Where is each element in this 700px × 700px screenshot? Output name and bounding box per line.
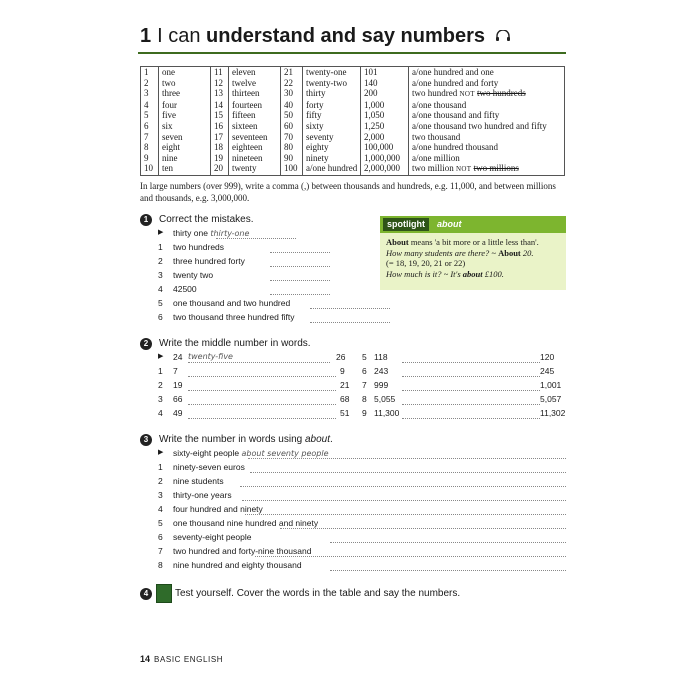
table-number-cell: 10: [141, 163, 159, 175]
spotlight-body: [386, 237, 564, 279]
table-word-cell: three: [159, 88, 211, 100]
answer-line[interactable]: [402, 362, 540, 363]
table-row: [141, 67, 565, 78]
example-text: sixty-eight people: [173, 448, 240, 458]
third-number: 68: [340, 394, 350, 404]
example-question-1: How many students are there? ~: [386, 247, 499, 258]
answer-line[interactable]: [188, 376, 336, 377]
table-row: [141, 153, 565, 164]
example-text: thirty one: [173, 228, 208, 238]
third-number: 51: [340, 408, 350, 418]
answer-line[interactable]: [245, 514, 566, 515]
answer-line[interactable]: [248, 458, 566, 459]
table-word-cell: two million NOT two millions: [409, 163, 565, 175]
table-number-cell: 21: [281, 67, 303, 78]
item-number: 8: [362, 394, 367, 404]
table-number-cell: 20: [211, 163, 229, 175]
exercise-number: 2: [140, 338, 152, 350]
item-number: 1: [158, 462, 163, 472]
first-number: 999: [374, 380, 389, 390]
table-word-cell: one: [159, 67, 211, 78]
item-number: 2: [158, 380, 163, 390]
item-text: four hundred and ninety: [173, 504, 263, 514]
example-answer-bold-1: About: [498, 247, 521, 258]
table-number-cell: 5: [141, 110, 159, 121]
answer-line[interactable]: [330, 542, 566, 543]
headphones-icon[interactable]: [495, 25, 511, 48]
table-row: [141, 142, 565, 153]
table-word-cell: four: [159, 100, 211, 111]
item-number: 4: [158, 504, 163, 514]
example-answer-1: 20.: [520, 247, 534, 258]
table-word-cell: twenty-one: [303, 67, 361, 78]
table-word-cell: fifty: [303, 110, 361, 121]
exercise-4: [140, 584, 460, 603]
about-definition: means 'a bit more or a little less than'.: [408, 237, 539, 247]
exercise-row: [140, 394, 570, 408]
spotlight-word: about: [437, 219, 462, 229]
table-word-cell: twenty-two: [303, 78, 361, 89]
item-text: 42500: [173, 284, 197, 294]
table-row: [141, 78, 565, 89]
table-word-cell: eleven: [229, 67, 281, 78]
item-number: 4: [158, 408, 163, 418]
item-text: ninety-seven euros: [173, 462, 245, 472]
answer-line[interactable]: [270, 294, 330, 295]
table-word-cell: a/one hundred: [303, 163, 361, 175]
spotlight-tag: spotlight: [383, 218, 429, 231]
table-word-cell: a/one thousand two hundred and fifty: [409, 121, 565, 132]
exercise-item: [140, 546, 570, 560]
item-number: 9: [362, 408, 367, 418]
about-bold: About: [386, 237, 409, 247]
table-word-cell: twenty: [229, 163, 281, 175]
table-number-cell: 22: [281, 78, 303, 89]
spotlight-box: [380, 216, 566, 290]
example-question-2: How much is it? ~ It's: [386, 268, 463, 279]
table-word-cell: fourteen: [229, 100, 281, 111]
exercise-number: 3: [140, 434, 152, 446]
table-row: [141, 163, 565, 175]
table-number-cell: 16: [211, 121, 229, 132]
exercise-title: Correct the mistakes.: [159, 214, 254, 225]
item-number: 2: [158, 476, 163, 486]
item-number: 8: [158, 560, 163, 570]
answer-line[interactable]: [310, 308, 390, 309]
table-word-cell: thirteen: [229, 88, 281, 100]
table-number-cell: 100: [281, 163, 303, 175]
table-number-cell: 12: [211, 78, 229, 89]
table-number-cell: 11: [211, 67, 229, 78]
exercise-item: [140, 560, 570, 574]
exercise-item: [140, 256, 400, 270]
title-bold: understand and say numbers: [206, 25, 486, 47]
table-number-cell: 90: [281, 153, 303, 164]
third-number: 5,057: [540, 394, 562, 404]
answer-line[interactable]: [310, 322, 390, 323]
item-number: 7: [158, 546, 163, 556]
exercise-item: [140, 532, 570, 546]
third-number: 9: [340, 366, 345, 376]
exercise-row: [140, 366, 570, 380]
exercise-item: [140, 518, 570, 532]
answer-line[interactable]: [402, 418, 540, 419]
table-word-cell: seventeen: [229, 132, 281, 143]
table-word-cell: five: [159, 110, 211, 121]
first-number: 11,300: [374, 408, 400, 418]
table-number-cell: 3: [141, 88, 159, 100]
example-row: [140, 448, 570, 462]
item-number: 4: [158, 284, 163, 294]
table-word-cell: eighteen: [229, 142, 281, 153]
table-word-cell: seven: [159, 132, 211, 143]
table-number-cell: 1,050: [361, 110, 409, 121]
table-word-cell: seventy: [303, 132, 361, 143]
item-number: 6: [158, 532, 163, 542]
third-number: 11,302: [540, 408, 566, 418]
item-text: two hundred and forty-nine thousand: [173, 546, 312, 556]
table-number-cell: 50: [281, 110, 303, 121]
first-number: 49: [173, 408, 183, 418]
item-number: 5: [362, 352, 367, 362]
first-number: 243: [374, 366, 389, 376]
spotlight-header: [380, 216, 566, 233]
numbers-table: [140, 66, 565, 176]
exercise-item: [140, 504, 570, 518]
first-number: 19: [173, 380, 183, 390]
table-word-cell: ten: [159, 163, 211, 175]
answer-line[interactable]: [270, 266, 330, 267]
answer-line[interactable]: [240, 486, 566, 487]
not-label: NOT: [459, 90, 475, 99]
example-answer-2: £100.: [482, 268, 504, 279]
item-number: 1: [158, 366, 163, 376]
answer-line[interactable]: [280, 528, 566, 529]
first-number: 118: [374, 352, 388, 362]
exercise-item: [140, 312, 400, 326]
first-number: 7: [173, 366, 178, 376]
item-number: 3: [158, 490, 163, 500]
item-text: one thousand nine hundred and ninety: [173, 518, 319, 528]
item-text: nine hundred and eighty thousand: [173, 560, 302, 570]
item-number: 5: [158, 518, 163, 528]
table-number-cell: 14: [211, 100, 229, 111]
example-answer-bold-2: about: [462, 268, 483, 279]
table-number-cell: 6: [141, 121, 159, 132]
table-number-cell: 13: [211, 88, 229, 100]
exercise-item: [140, 298, 400, 312]
third-number: 21: [340, 380, 350, 390]
third-number: 26: [336, 352, 346, 362]
table-word-cell: ninety: [303, 153, 361, 164]
table-word-cell: two thousand: [409, 132, 565, 143]
third-number: 120: [540, 352, 555, 362]
exercise-row: [140, 408, 570, 422]
item-number: 6: [158, 312, 163, 322]
answer-line[interactable]: [255, 556, 566, 557]
table-word-cell: twelve: [229, 78, 281, 89]
table-number-cell: 7: [141, 132, 159, 143]
exercise-row: [140, 380, 570, 394]
table-word-cell: two: [159, 78, 211, 89]
exercise-3: [140, 434, 570, 574]
third-number: 245: [540, 366, 555, 376]
exercise-title: Write the number in words using about.: [159, 434, 333, 445]
table-row: [141, 110, 565, 121]
answer-line[interactable]: [402, 376, 540, 377]
item-text: two thousand three hundred fifty: [173, 312, 295, 322]
wrong-form: two hundreds: [477, 88, 526, 99]
item-number: 2: [158, 256, 163, 266]
table-number-cell: 1,000,000: [361, 153, 409, 164]
item-number: 7: [362, 380, 367, 390]
table-number-cell: 2,000: [361, 132, 409, 143]
table-row: [141, 100, 565, 111]
exercise-item: [140, 476, 570, 490]
not-label: NOT: [456, 165, 472, 174]
answer-line[interactable]: [242, 500, 566, 501]
exercise-item: [140, 462, 570, 476]
item-text: nine students: [173, 476, 224, 486]
first-number: 24: [173, 352, 183, 362]
item-text: twenty two: [173, 270, 214, 280]
table-number-cell: 200: [361, 88, 409, 100]
table-word-cell: two hundred NOT two hundreds: [409, 88, 565, 100]
table-number-cell: 30: [281, 88, 303, 100]
answer-line[interactable]: [402, 404, 540, 405]
table-number-cell: 40: [281, 100, 303, 111]
answer-line[interactable]: [270, 280, 330, 281]
table-word-cell: a/one hundred thousand: [409, 142, 565, 153]
exercise-2: [140, 338, 570, 422]
answer-line[interactable]: [270, 252, 330, 253]
example-answer: about seventy people: [241, 449, 329, 458]
exercise-item: [140, 270, 400, 284]
page-number: 14: [140, 654, 151, 664]
example-range: (= 18, 19, 20, 21 or 22): [386, 258, 466, 268]
table-number-cell: 18: [211, 142, 229, 153]
table-number-cell: 4: [141, 100, 159, 111]
item-text: one thousand and two hundred: [173, 298, 291, 308]
item-text: two hundreds: [173, 242, 225, 252]
exercise-title: Test yourself. Cover the words in the table and say the numbers.: [175, 588, 461, 600]
table-word-cell: sixty: [303, 121, 361, 132]
table-number-cell: 101: [361, 67, 409, 78]
table-word-cell: a/one thousand and fifty: [409, 110, 565, 121]
table-word-cell: six: [159, 121, 211, 132]
answer-line[interactable]: [402, 390, 540, 391]
first-number: 5,055: [374, 394, 396, 404]
table-number-cell: 70: [281, 132, 303, 143]
arrow-icon: ▶: [158, 229, 164, 236]
table-number-cell: 1,000: [361, 100, 409, 111]
table-word-cell: a/one hundred and one: [409, 67, 565, 78]
table-word-cell: eighty: [303, 142, 361, 153]
item-number: 5: [158, 298, 163, 308]
answer-line[interactable]: [188, 390, 336, 391]
table-number-cell: 17: [211, 132, 229, 143]
table-word-cell: fifteen: [229, 110, 281, 121]
book-title: BASIC ENGLISH: [154, 655, 224, 664]
example-row: [140, 228, 400, 242]
table-row: [141, 132, 565, 143]
table-word-cell: forty: [303, 100, 361, 111]
exercise-row: [140, 352, 570, 366]
item-text: thirty-one years: [173, 490, 232, 500]
example-answer: twenty-five: [188, 352, 233, 361]
wrong-form: two millions: [473, 163, 519, 174]
first-number: 66: [173, 394, 183, 404]
table-number-cell: 80: [281, 142, 303, 153]
arrow-icon: ▶: [158, 353, 164, 360]
table-number-cell: 8: [141, 142, 159, 153]
example-answer: thirty-one: [210, 229, 250, 238]
exercise-1: [140, 214, 400, 326]
table-number-cell: 1: [141, 67, 159, 78]
table-row: [141, 121, 565, 132]
exercise-title: Write the middle number in words.: [159, 338, 311, 349]
unit-number: 1: [140, 25, 152, 47]
exercise-number: 1: [140, 214, 152, 226]
answer-line[interactable]: [188, 362, 330, 363]
table-word-cell: eight: [159, 142, 211, 153]
item-number: 1: [158, 242, 163, 252]
item-number: 3: [158, 394, 163, 404]
table-number-cell: 19: [211, 153, 229, 164]
item-number: 6: [362, 366, 367, 376]
answer-line[interactable]: [188, 418, 336, 419]
item-text: three hundred forty: [173, 256, 245, 266]
table-number-cell: 100,000: [361, 142, 409, 153]
third-number: 1,001: [540, 380, 562, 390]
table-row: [141, 88, 565, 100]
item-text: seventy-eight people: [173, 532, 252, 542]
answer-line[interactable]: [330, 570, 566, 571]
table-number-cell: 15: [211, 110, 229, 121]
title-rule: [138, 52, 566, 54]
table-word-cell: a/one hundred and forty: [409, 78, 565, 89]
table-number-cell: 60: [281, 121, 303, 132]
exercise-item: [140, 284, 400, 298]
title-plain: I can: [157, 25, 207, 47]
table-number-cell: 1,250: [361, 121, 409, 132]
exercise-item: [140, 490, 570, 504]
table-number-cell: 140: [361, 78, 409, 89]
table-number-cell: 2: [141, 78, 159, 89]
page-footer: [140, 654, 223, 664]
table-number-cell: 2,000,000: [361, 163, 409, 175]
table-word-cell: a/one million: [409, 153, 565, 164]
answer-line[interactable]: [216, 238, 296, 239]
table-word-cell: a/one thousand: [409, 100, 565, 111]
table-number-cell: 9: [141, 153, 159, 164]
book-icon: [156, 584, 172, 603]
table-word-cell: thirty: [303, 88, 361, 100]
exercise-number: 4: [140, 588, 152, 600]
table-word-cell: sixteen: [229, 121, 281, 132]
table-word-cell: nine: [159, 153, 211, 164]
answer-line[interactable]: [188, 404, 336, 405]
answer-line[interactable]: [250, 472, 566, 473]
arrow-icon: ▶: [158, 449, 164, 456]
table-word-cell: nineteen: [229, 153, 281, 164]
item-number: 3: [158, 270, 163, 280]
comma-note: In large numbers (over 999), write a comma (,) between thousands and hundreds, e.g. 11,000, and between millions and thousands, e.g. 3,000,000.: [140, 181, 556, 203]
page-title: [140, 25, 511, 48]
exercise-item: [140, 242, 400, 256]
